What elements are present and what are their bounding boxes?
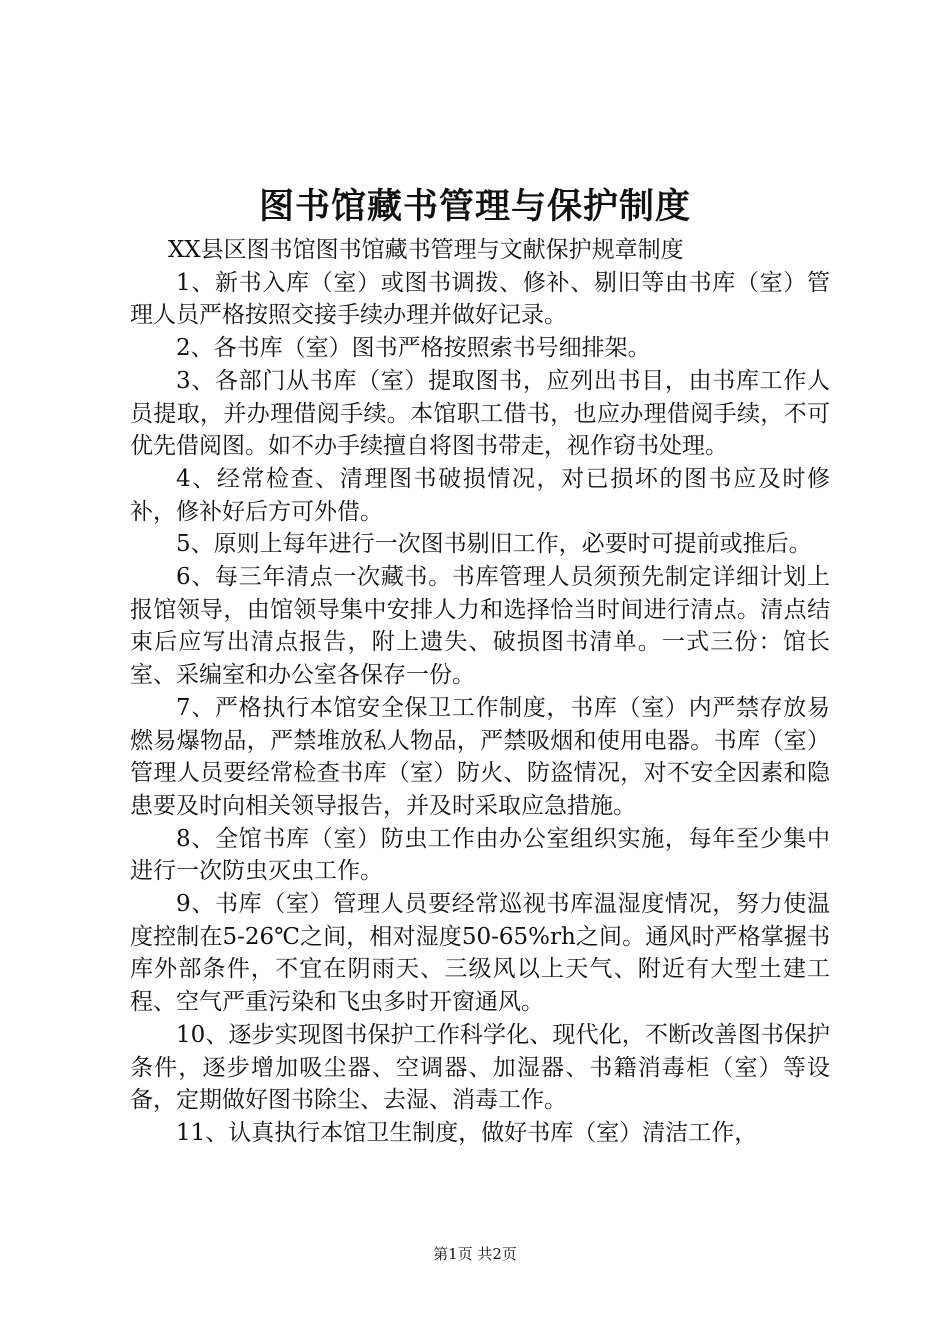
paragraph-7: 7、严格执行本馆安全保卫工作制度，书库（室）内严禁存放易燃易爆物品，严禁堆放私人物品，严禁吸烟和使用电器。书库（室）管理人员要经常检查书库（室）防火、防盗情况，对不安全因素和隐患要及时向相关领导报告，并及时采取应急措施。: [130, 694, 830, 819]
document-title: 图书馆藏书管理与保护制度: [258, 186, 691, 227]
paragraph-1: 1、新书入库（室）或图书调拨、修补、剔旧等由书库（室）管理人员严格按照交接手续办理并做好记录。: [130, 269, 830, 329]
paragraph-3: 3、各部门从书库（室）提取图书，应列出书目，由书库工作人员提取，并办理借阅手续。本馆职工借书，也应办理借阅手续，不可优先借阅图。如不办手续擅自将图书带走，视作窃书处理。: [130, 367, 830, 460]
paragraph-10: 10、逐步实现图书保护工作科学化、现代化，不断改善图书保护条件，逐步增加吸尘器、空调器、加湿器、书籍消毒柜（室）等设备，定期做好图书除尘、去湿、消毒工作。: [130, 1021, 830, 1114]
document-body: [130, 234, 830, 1150]
paragraph-9: 9、书库（室）管理人员要经常巡视书库温湿度情况，努力使温度控制在5-26℃之间，相对湿度50-65%rh之间。通风时严格掌握书库外部条件，不宜在阴雨天、三级风以上天气、附近有大型土建工程、空气严重污染和飞虫多时开窗通风。: [130, 891, 830, 1016]
paragraph-6: 6、每三年清点一次藏书。书库管理人员须预先制定详细计划上报馆领导，由馆领导集中安排人力和选择恰当时间进行清点。清点结束后应写出清点报告，附上遗失、破损图书清单。一式三份：馆长室、采编室和办公室各保存一份。: [130, 564, 830, 689]
paragraph-5: 5、原则上每年进行一次图书剔旧工作，必要时可提前或推后。: [176, 531, 812, 558]
paragraph-8: 8、全馆书库（室）防虫工作由办公室组织实施，每年至少集中进行一次防虫灭虫工作。: [130, 825, 830, 885]
page-footer: 第1页 共2页: [433, 1245, 517, 1263]
paragraph-4: 4、经常检查、清理图书破损情况，对已损坏的图书应及时修补，修补好后方可外借。: [130, 465, 830, 525]
paragraph-2: 2、各书库（室）图书严格按照索书号细排架。: [176, 335, 651, 362]
paragraph-11: 11、认真执行本馆卫生制度，做好书库（室）清洁工作，: [176, 1119, 758, 1146]
document-subtitle: XX县区图书馆图书馆藏书管理与文献保护规章制度: [167, 237, 684, 263]
